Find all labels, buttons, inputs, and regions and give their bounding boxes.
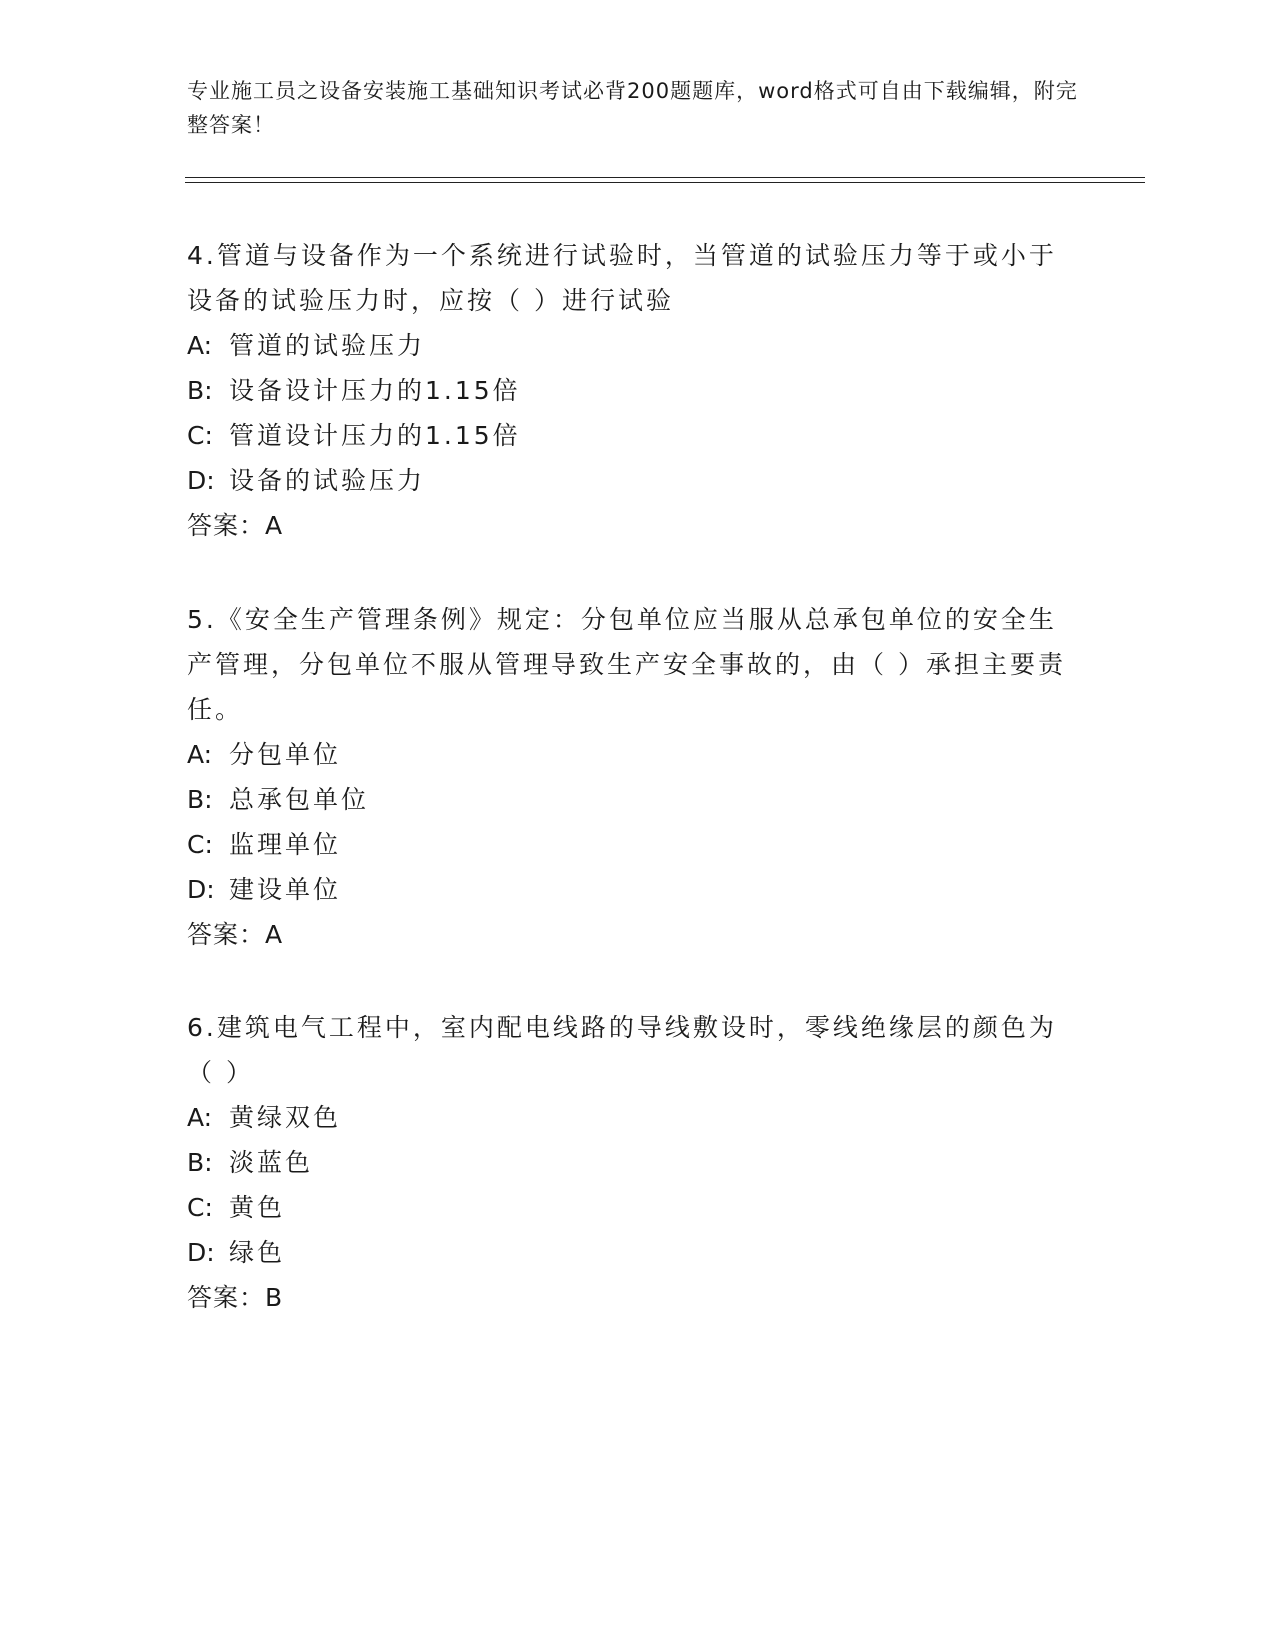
option-text: 设备的试验压力 <box>229 466 426 495</box>
option-key: B: <box>187 1148 213 1177</box>
option-key: D: <box>187 1238 215 1267</box>
option-b <box>187 368 1067 413</box>
header-divider-top <box>185 177 1145 178</box>
option-key: D: <box>187 875 215 904</box>
answer: 答案：B <box>187 1283 284 1312</box>
option-text: 管道的试验压力 <box>229 331 426 360</box>
option-key: A: <box>187 331 213 360</box>
option-a <box>187 323 1067 368</box>
option-b <box>187 1140 1067 1185</box>
option-text: 淡蓝色 <box>229 1148 314 1177</box>
option-text: 设备设计压力的1.15倍 <box>229 376 521 405</box>
option-a <box>187 1095 1067 1140</box>
option-key: A: <box>187 1103 213 1132</box>
document-header: 专业施工员之设备安装施工基础知识考试必背200题题库，word格式可自由下载编辑，附完整答案！ <box>187 79 1078 137</box>
option-d <box>187 458 1067 503</box>
option-key: C: <box>187 421 213 450</box>
option-c <box>187 822 1067 867</box>
option-key: C: <box>187 830 213 859</box>
answer: 答案：A <box>187 511 284 540</box>
option-text: 管道设计压力的1.15倍 <box>229 421 521 450</box>
option-d <box>187 867 1067 912</box>
option-d <box>187 1230 1067 1275</box>
option-text: 黄色 <box>229 1193 286 1222</box>
question-5 <box>187 597 1067 957</box>
question-stem: 6.建筑电气工程中，室内配电线路的导线敷设时，零线绝缘层的颜色为（ ） <box>187 1013 1057 1087</box>
option-key: C: <box>187 1193 213 1222</box>
answer: 答案：A <box>187 920 284 949</box>
option-c <box>187 413 1067 458</box>
option-text: 分包单位 <box>229 740 342 769</box>
option-text: 总承包单位 <box>229 785 370 814</box>
question-stem: 4.管道与设备作为一个系统进行试验时，当管道的试验压力等于或小于设备的试验压力时，应按（ ）进行试验 <box>187 241 1057 315</box>
option-a <box>187 732 1067 777</box>
question-stem: 5.《安全生产管理条例》规定：分包单位应当服从总承包单位的安全生产管理，分包单位不服从管理导致生产安全事故的，由（ ）承担主要责任。 <box>187 605 1066 724</box>
option-key: D: <box>187 466 215 495</box>
option-text: 绿色 <box>229 1238 286 1267</box>
option-key: B: <box>187 376 213 405</box>
option-b <box>187 777 1067 822</box>
question-6 <box>187 1005 1067 1320</box>
option-text: 黄绿双色 <box>229 1103 342 1132</box>
option-key: A: <box>187 740 213 769</box>
header-divider-bottom <box>185 182 1145 183</box>
option-text: 建设单位 <box>229 875 342 904</box>
option-c <box>187 1185 1067 1230</box>
question-4 <box>187 233 1067 548</box>
option-text: 监理单位 <box>229 830 342 859</box>
option-key: B: <box>187 785 213 814</box>
